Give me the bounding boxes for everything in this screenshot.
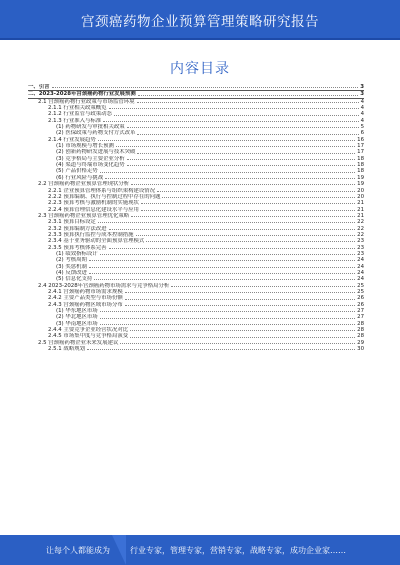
toc-entry-label: 2.2.3 预算考核与激励机制的实施现状 <box>48 200 139 207</box>
toc-leader-dots <box>116 145 355 147</box>
toc-leader-dots <box>98 221 355 223</box>
toc-entry-label: 2.5.1 战略规划 <box>48 346 85 353</box>
toc-leader-dots <box>52 86 359 88</box>
document-footer <box>0 535 400 565</box>
toc-entry-page: 26 <box>357 301 364 308</box>
toc-leader-dots <box>136 234 356 236</box>
toc-entry-page: 25 <box>357 289 364 295</box>
toc-entry-label: 2.2.4 预算管理信息化建设水平与应用 <box>48 206 139 213</box>
document-header <box>0 0 400 40</box>
toc-entry-page: 4 <box>360 117 364 124</box>
toc-entry-page: 5 <box>360 124 364 131</box>
footer-tagline: 行业专家，管理专家，营销专家，战略专家，成功企业家…… <box>130 546 346 555</box>
toc-leader-dots <box>87 348 355 350</box>
toc-entry-page: 23 <box>357 250 364 257</box>
toc-entry-label: 2.3 宫颈癌药物企业预算管理优化策略 <box>38 212 130 219</box>
toc-entry-page: 4 <box>360 98 364 105</box>
toc-leader-dots <box>131 215 355 217</box>
toc-entry-page: 16 <box>357 136 364 143</box>
toc-leader-dots <box>162 196 355 198</box>
toc-entry-label: 二、2023-2028年宫颈癌药物行业发展预测 <box>28 91 136 98</box>
toc-entry-page: 30 <box>357 346 364 353</box>
toc-entry-label: 2.3.1 预算目标设定 <box>48 219 96 226</box>
toc-leader-dots <box>100 317 355 319</box>
toc-entry-page: 25 <box>357 282 364 289</box>
toc-leader-dots <box>127 126 359 128</box>
toc-entry-label: 2.5 宫颈癌药物企业未来发展建议 <box>38 339 119 346</box>
toc-entry[interactable] <box>28 84 364 91</box>
toc-entry-page: 27 <box>357 314 364 321</box>
toc-leader-dots <box>89 259 355 261</box>
toc-leader-dots <box>89 266 355 268</box>
toc-entry-label: 2.1.2 行业监管与政策动态 <box>48 111 112 118</box>
toc-entry-label: 2.2.2 预算编制、执行与控制过程中存在的问题 <box>48 193 161 200</box>
toc-entry-label: 2.1.1 行业相关政策概览 <box>48 105 107 112</box>
toc-leader-dots <box>130 329 355 331</box>
toc-entry-label: 2.4 2023-2028年宫颈癌药物市场需求与竞争格局分析 <box>38 282 170 289</box>
toc-entry-label: 2.4.5 市场集中度与竞争格局演变 <box>48 333 129 340</box>
toc-entry-label: 2.1.4 行业发展趋势 <box>48 136 96 143</box>
toc-entry-label: 2.2 宫颈癌药物企业预算管理现状分析 <box>38 181 130 188</box>
toc-leader-dots <box>125 298 355 300</box>
toc-entry-page: 21 <box>357 206 364 213</box>
footer-slogan: 让每个人都能成为 <box>46 546 110 555</box>
toc-entry-label: (3) 竞争格局与主要企业分析 <box>56 155 125 162</box>
toc-leader-dots <box>100 171 355 173</box>
toc-entry-label: 一、引言 <box>28 84 50 90</box>
toc-entry-label: (3) 奖惩机制 <box>56 263 87 270</box>
toc-entry-page: 27 <box>357 308 364 315</box>
toc-entry-label: 2.3.3 预算执行监控与成本控制措施 <box>48 231 134 238</box>
toc-entry-page: 29 <box>357 339 364 346</box>
toc-leader-dots <box>138 94 359 96</box>
toc-entry-page: 28 <box>357 327 364 334</box>
toc-entry-page: 18 <box>357 168 364 175</box>
toc-entry-label: (2) 创新药物研发进展与技术突破 <box>56 149 136 156</box>
toc-leader-dots <box>137 133 358 135</box>
toc-entry-label: (4) 渠道与终端市场变化趋势 <box>56 162 125 169</box>
toc-entry-page: 4 <box>360 105 364 112</box>
toc-leader-dots <box>98 139 355 141</box>
toc-entry-label: 2.4.3 宫颈癌药物区域市场分布 <box>48 301 123 308</box>
toc-leader-dots <box>114 114 359 116</box>
toc-leader-dots <box>157 190 355 192</box>
toc-entry-page: 19 <box>357 174 364 181</box>
toc-entry[interactable] <box>28 346 364 352</box>
toc-leader-dots <box>125 291 355 293</box>
toc-entry-page: 28 <box>357 320 364 327</box>
toc-entry-page: 20 <box>357 193 364 200</box>
toc-entry-page: 24 <box>357 263 364 270</box>
toc-leader-dots <box>105 177 355 179</box>
toc-entry-label: (2) 华北地区市场 <box>56 314 98 321</box>
toc-leader-dots <box>137 101 359 103</box>
toc-entry-page: 4 <box>360 111 364 118</box>
toc-entry-page: 20 <box>357 187 364 194</box>
toc-leader-dots <box>109 247 356 249</box>
toc-entry-label: 2.4.2 主要产品类型与市场份额 <box>48 295 123 302</box>
toc-leader-dots <box>141 209 355 211</box>
toc-entry-page: 26 <box>357 295 364 302</box>
toc-entry-label: (1) 药物研发与审批相关政策 <box>56 124 125 131</box>
toc-entry-page: 3 <box>360 91 364 98</box>
toc-entry-label: (4) 反馈改进 <box>56 269 87 276</box>
toc-leader-dots <box>131 183 355 185</box>
toc-leader-dots <box>127 158 355 160</box>
toc-entry-page: 22 <box>357 219 364 226</box>
toc-entry-label: (1) 华东地区市场 <box>56 308 98 315</box>
toc-entry-page: 18 <box>357 162 364 169</box>
toc-entry-page: 6 <box>360 130 364 137</box>
footer-divider <box>112 535 126 565</box>
toc-leader-dots <box>171 285 355 287</box>
toc-entry-page: 24 <box>357 276 364 283</box>
toc-leader-dots <box>100 323 355 325</box>
toc-entry-page: 19 <box>357 181 364 188</box>
toc-entry-page: 23 <box>357 238 364 245</box>
toc-entry-label: (2) 考核周期 <box>56 257 87 264</box>
toc-leader-dots <box>100 310 355 312</box>
toc-entry-page: 23 <box>357 244 364 251</box>
toc-leader-dots <box>100 253 355 255</box>
toc-leader-dots <box>109 228 356 230</box>
toc-leader-dots <box>120 342 355 344</box>
toc-entry-label: 2.4.1 宫颈癌药物市场需求规模 <box>48 289 123 295</box>
toc-entry-page: 22 <box>357 231 364 238</box>
toc-entry-label: (1) 市场规模与增长预测 <box>56 143 114 150</box>
toc-leader-dots <box>94 278 355 280</box>
toc-entry-page: 28 <box>357 333 364 340</box>
toc-title: 内容目录 <box>170 61 230 77</box>
toc-entry-label: (5) 信息化支持 <box>56 276 93 283</box>
toc-entry-page: 24 <box>357 269 364 276</box>
toc-leader-dots <box>125 304 355 306</box>
toc-entry-label: (1) 绩效指标设计 <box>56 250 98 257</box>
toc-entry[interactable] <box>28 91 364 98</box>
toc-leader-dots <box>127 164 355 166</box>
toc-entry-page: 24 <box>357 257 364 264</box>
toc-entry-page: 17 <box>357 149 364 156</box>
toc-entry-page: 3 <box>360 84 364 90</box>
toc-entry-label: 2.3.4 基于业务驱动的全面预算管理模式 <box>48 238 145 245</box>
toc-leader-dots <box>137 152 355 154</box>
toc-entry-page: 18 <box>357 155 364 162</box>
toc-entry-label: 2.4.4 主要竞争企业经营状况对比 <box>48 327 129 334</box>
toc-entry-label: (5) 产品价格走势 <box>56 168 98 175</box>
toc-leader-dots <box>141 202 355 204</box>
table-of-contents <box>28 84 364 352</box>
toc-leader-dots <box>103 120 358 122</box>
toc-leader-dots <box>146 240 355 242</box>
toc-entry-page: 21 <box>357 212 364 219</box>
toc-entry-label: 2.2.1 企业预算管理体系与组织架构建设情况 <box>48 187 156 194</box>
toc-entry-label: (3) 华南地区市场 <box>56 320 98 327</box>
document-title: 宫颈癌药物企业预算管理策略研究报告 <box>81 14 319 30</box>
toc-entry-page: 22 <box>357 225 364 232</box>
toc-leader-dots <box>130 336 355 338</box>
toc-entry-label: (2) 医保政策与药物支付方式改革 <box>56 130 136 137</box>
toc-entry-page: 21 <box>357 200 364 207</box>
toc-leader-dots <box>109 107 359 109</box>
toc-entry-label: (6) 行业风险与挑战 <box>56 174 104 181</box>
toc-entry-label: 2.1.3 行业准入与标准 <box>48 117 102 124</box>
toc-entry-page: 17 <box>357 143 364 150</box>
toc-entry-label: 2.3.5 预算考核体系完善 <box>48 244 107 251</box>
toc-entry-label: 2.1 宫颈癌药物行业政策与市场监管环境 <box>38 98 135 105</box>
toc-leader-dots <box>89 272 355 274</box>
toc-entry-label: 2.3.2 预算编制方法改进 <box>48 225 107 232</box>
